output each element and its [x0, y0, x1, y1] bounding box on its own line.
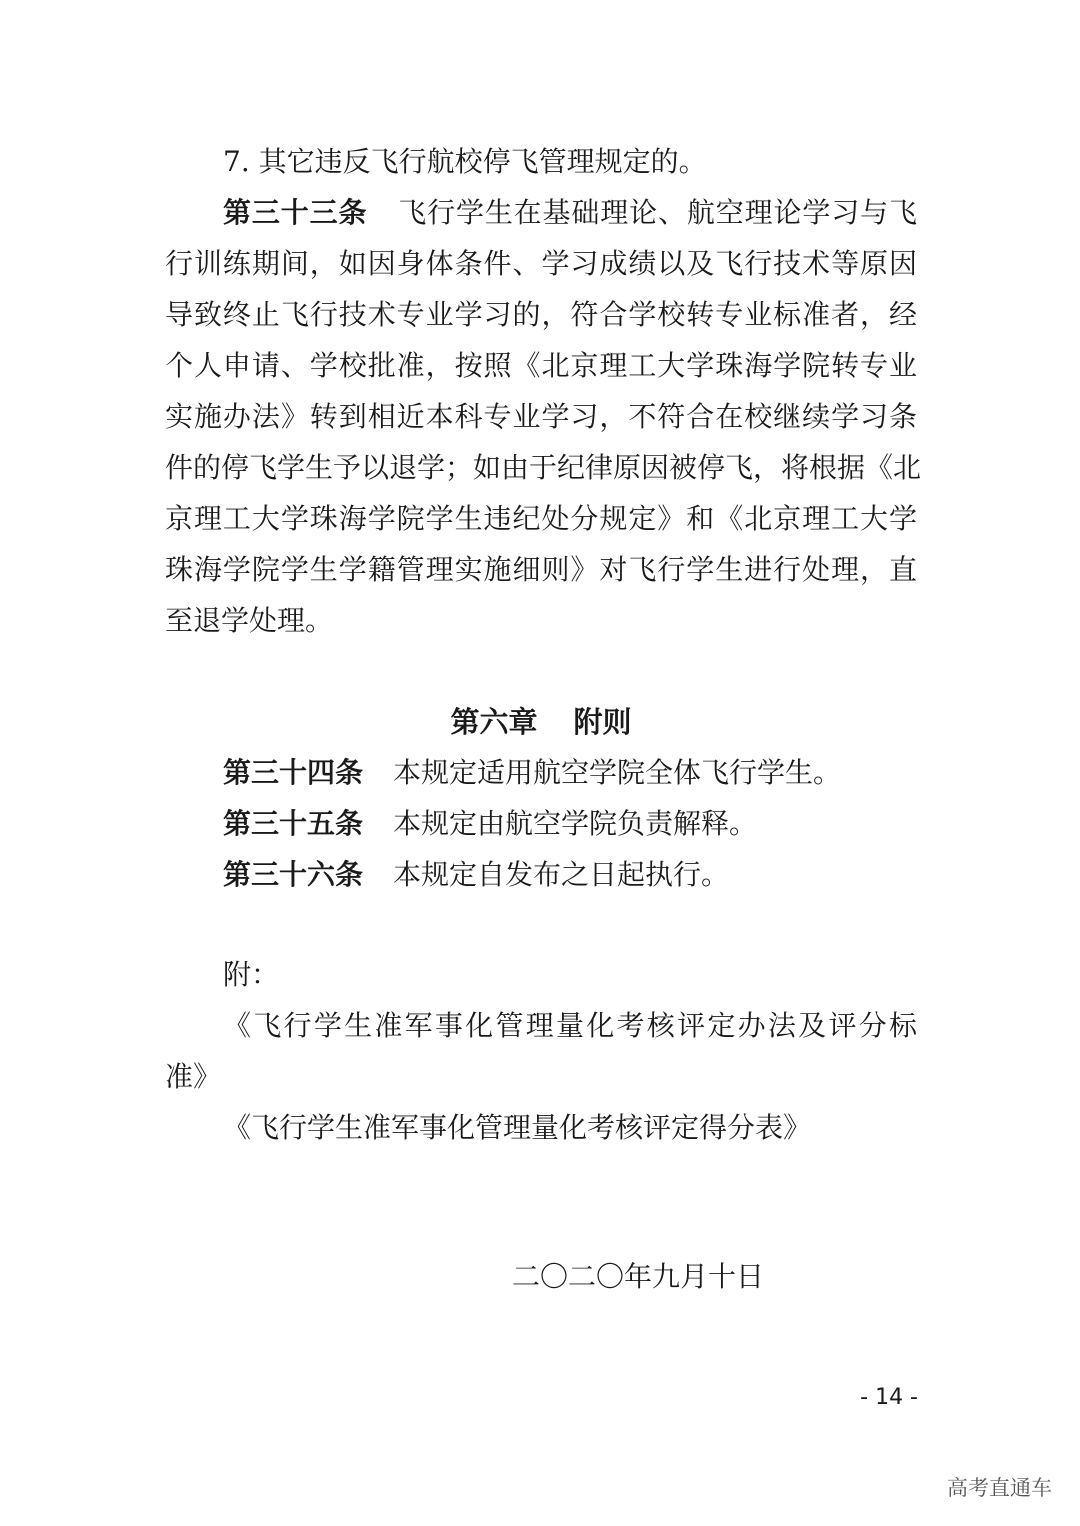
watermark: 高考直通车: [947, 1476, 1052, 1500]
article-33-label: 第三十三条: [223, 196, 368, 229]
article-33-line-3: 导致终止飞行技术专业学习的，符合学校转专业标准者，经: [165, 298, 917, 331]
article-33-line-1: [223, 188, 917, 238]
article-33-line-6: 件的停飞学生予以退学；如由于纪律原因被停飞，将根据《北: [165, 451, 922, 484]
item-7-text: 7. 其它违反飞行航校停飞管理规定的。: [223, 145, 707, 178]
chapter-6-heading: [165, 697, 917, 747]
chapter-title: 附则: [573, 705, 632, 739]
article-33-text-1: 飞行学生在基础理论、航空理论学习与飞: [397, 196, 917, 229]
article-35: [223, 799, 917, 849]
article-36: [223, 850, 917, 900]
article-35-label: 第三十五条: [223, 807, 364, 840]
article-35-text: 本规定由航空学院负责解释。: [393, 807, 758, 840]
article-36-label: 第三十六条: [223, 858, 364, 891]
article-34-label: 第三十四条: [223, 756, 364, 789]
chapter-number: 第六章: [450, 705, 538, 739]
article-33-line-8: 珠海学院学生学籍管理实施细则》对飞行学生进行处理，直: [165, 553, 917, 586]
appendix-item-1-line-2: 准》: [165, 1060, 222, 1093]
article-36-text: 本规定自发布之日起执行。: [393, 858, 730, 891]
article-33-line-4: 个人申请、学校批准，按照《北京理工大学珠海学院转专业: [165, 349, 917, 382]
page-number: - 14 -: [860, 1385, 918, 1410]
article-33-line-7: 京理工大学珠海学院学生违纪处分规定》和《北京理工大学: [165, 502, 917, 535]
article-33-line-9: 至退学处理。: [165, 604, 334, 637]
appendix-item-2: 《飞行学生准军事化管理量化考核评定得分表》: [223, 1111, 812, 1144]
paragraph-item-7: [223, 137, 917, 187]
appendix-item-1-line-1: 《飞行学生准军事化管理量化考核评定办法及评分标: [223, 1009, 917, 1042]
article-33-line-5: 实施办法》转到相近本科专业学习，不符合在校继续学习条: [165, 400, 917, 433]
article-34: [223, 748, 917, 798]
article-34-text: 本规定适用航空学院全体飞行学生。: [393, 756, 842, 789]
appendix-label: 附：: [223, 958, 280, 991]
article-33-line-2: 行训练期间，如因身体条件、学习成绩以及飞行技术等原因: [165, 247, 917, 280]
issue-date: 二〇二〇年九月十日: [512, 1260, 765, 1293]
